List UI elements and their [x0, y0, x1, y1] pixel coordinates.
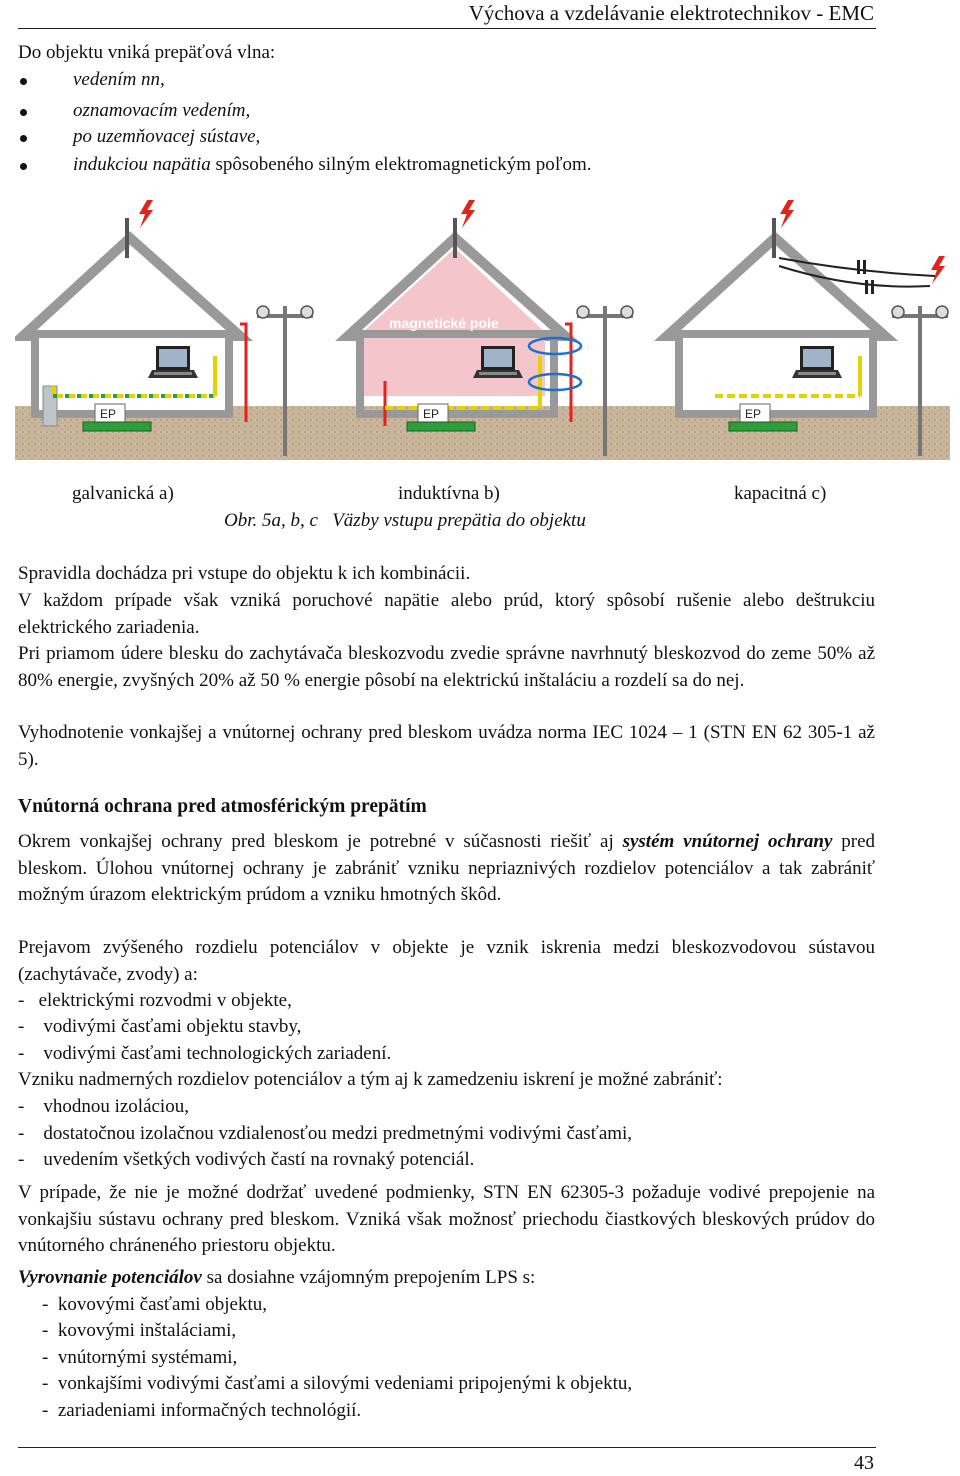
paragraph-text: Okrem vonkajšej ochrany pred bleskom je potrebné v súčasnosti riešiť aj — [18, 831, 623, 852]
bullet-text: vedením nn, — [73, 69, 165, 90]
paragraph: V každom prípade však vzniká poruchové napätie alebo prúd, ktorý spôsobí rušenie alebo deštrukciu elektrického zariadenia. — [18, 590, 875, 638]
section-heading: Vnútorná ochrana pred atmosférickým prepätím — [18, 796, 427, 817]
paragraph: Prejavom zvýšeného rozdielu potenciálov v objekte je vznik iskrenia medzi bleskozvodovou sústavou (zachytávače, zvody) a: — [18, 937, 875, 985]
list-item: - vhodnou izoláciou, — [18, 1096, 189, 1117]
magnetic-field-label: magnetické pole — [389, 315, 499, 331]
list-item: - dostatočnou izolačnou vzdialenosťou medzi predmetnými vodivými časťami, — [18, 1123, 633, 1144]
bullet-text: oznamovacím vedením, — [73, 100, 251, 121]
list-item: - vonkajšími vodivými časťami a silovými vedeniami pripojenými k objektu, — [42, 1373, 633, 1394]
list-item: - elektrickými rozvodmi v objekte, — [18, 990, 292, 1011]
bullet-dot — [20, 135, 27, 142]
running-header: Výchova a vzdelávanie elektrotechnikov - EMC — [468, 1, 874, 25]
paragraph-text: pred bleskom. Úlohou vnútornej ochrany je zabrániť vzniku nepriaznivých rozdielov potenciálov a tak zabrániť možným úrazom elektrickým prúdom a vzniku hmotných škôd. — [18, 831, 876, 906]
paragraph: Pri priamom údere blesku do zachytávača bleskozvodu zvedie správne navrhnutý bleskozvod do zeme 50% až 80% energie, zvyšných 20% až 50 % energie pôsobí na elektrickú inštaláciu a rozdelí sa do nej. — [18, 643, 875, 691]
list-item: - vodivými časťami technologických zariadení. — [18, 1043, 392, 1064]
list-item: - zariadeniami informačných technológií. — [42, 1400, 362, 1421]
paragraph: Vyhodnotenie vonkajšej a vnútornej ochrany pred bleskom uvádza norma IEC 1024 – 1 (STN EN 62 305-1 až 5). — [18, 722, 875, 770]
paragraph — [18, 1265, 875, 1292]
coupling-figure — [15, 196, 950, 464]
list-item: - vodivými časťami objektu stavby, — [18, 1016, 302, 1037]
bullet-dot — [20, 163, 27, 170]
paragraph-text: sa dosiahne vzájomným prepojením LPS s: — [201, 1267, 536, 1288]
bullet-text-rest: spôsobeného silným elektromagnetickým poľom. — [210, 154, 592, 175]
lightning-icon — [461, 200, 475, 228]
paragraph: Vzniku nadmerných rozdielov potenciálov a tým aj k zamedzeniu iskrení je možné zabrániť: — [18, 1069, 723, 1090]
bullet-dot — [20, 78, 27, 85]
figure-sublabel-a: galvanická a) — [72, 483, 174, 504]
emphasis-text: systém vnútornej ochrany — [622, 831, 833, 852]
emphasis-text: Vyrovnanie potenciálov — [18, 1267, 202, 1288]
paragraph: V prípade, že nie je možné dodržať uvedené podmienky, STN EN 62305-3 požaduje vodivé prepojenie na vonkajšiu sústavu ochrany pred bleskom. Vzniká však možnosť priechodu čiastkových bleskových prúdov do vnútorného chráneného priestoru objektu. — [18, 1182, 875, 1257]
bullet-text: po uzemňovacej sústave, — [73, 126, 261, 147]
paragraph — [18, 829, 875, 909]
bullet-dot — [20, 109, 27, 116]
figure-sublabel-b: induktívna b) — [398, 483, 500, 504]
figure-sublabel-c: kapacitná c) — [734, 483, 827, 504]
lightning-icon — [139, 200, 153, 228]
footer-rule — [18, 1447, 876, 1448]
page-number: 43 — [854, 1452, 874, 1474]
list-item: - uvedením všetkých vodivých častí na rovnaký potenciál. — [18, 1149, 475, 1170]
paragraph: Spravidla dochádza pri vstupe do objektu k ich kombinácii. — [18, 563, 471, 584]
lightning-icon — [780, 200, 794, 228]
list-item: - kovovými časťami objektu, — [42, 1294, 267, 1315]
lightning-icon — [931, 256, 945, 284]
ep-label: EP — [100, 407, 117, 421]
header-rule — [18, 28, 876, 29]
list-item: - vnútornými systémami, — [42, 1347, 238, 1368]
intro-lead: Do objektu vniká prepäťová vlna: — [18, 42, 276, 63]
ep-label: EP — [745, 407, 762, 421]
figure-caption: Obr. 5a, b, c Väzby vstupu prepätia do objektu — [224, 510, 586, 531]
list-item: - kovovými inštaláciami, — [42, 1320, 237, 1341]
bullet-text: indukciou napätia — [73, 154, 211, 175]
ep-label: EP — [423, 407, 440, 421]
